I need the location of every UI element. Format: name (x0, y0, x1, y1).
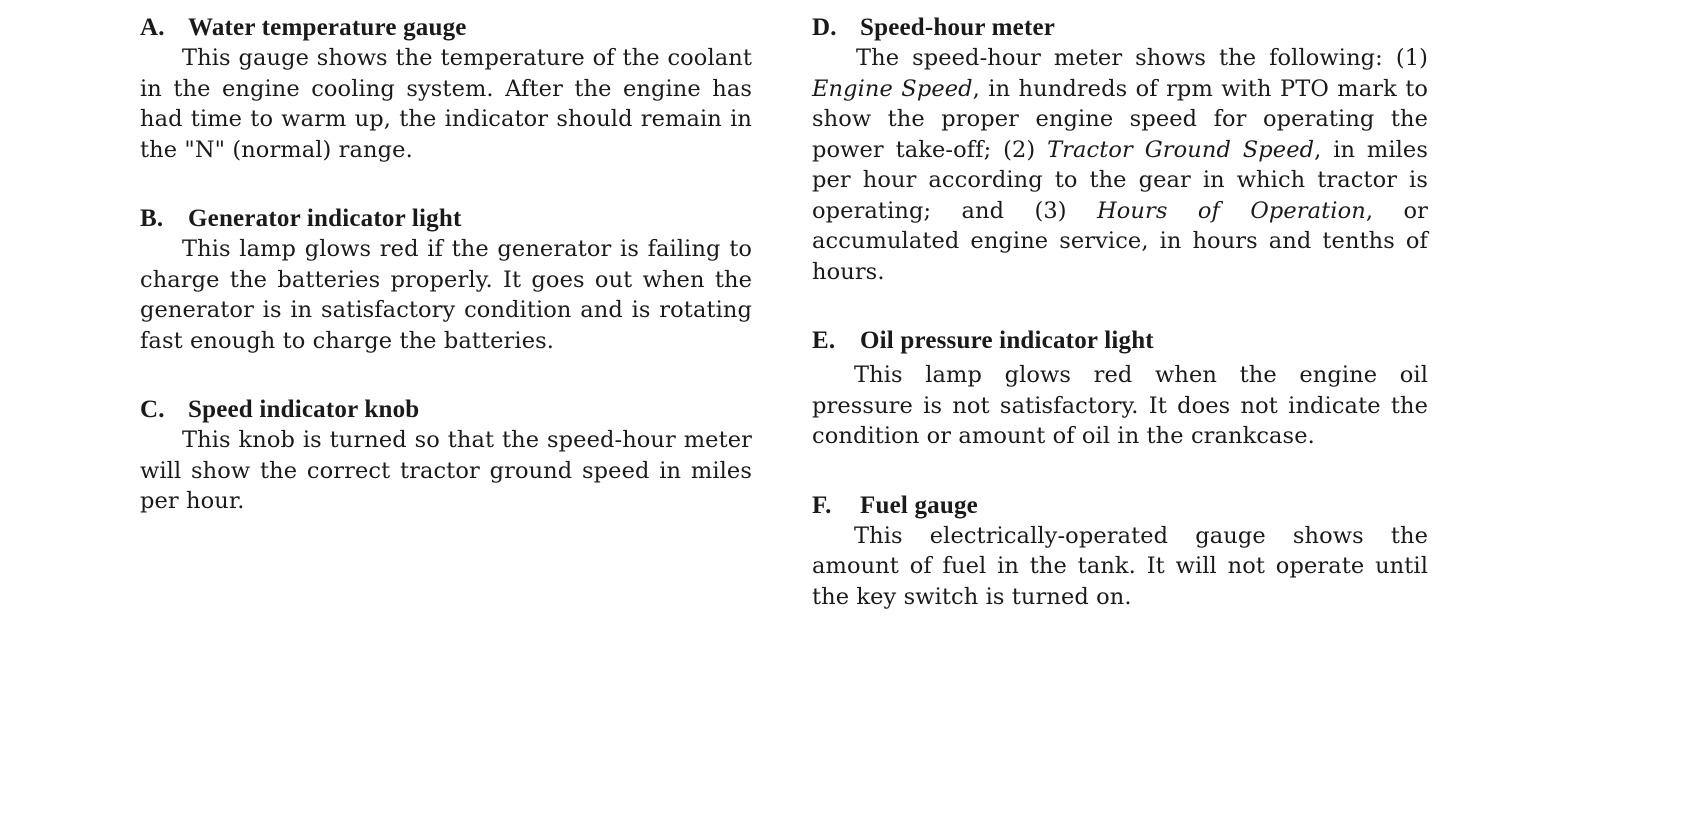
section-letter: E. (812, 327, 836, 354)
section-heading (812, 325, 1428, 356)
right-column (812, 12, 1428, 650)
section-speed-indicator-knob (140, 394, 752, 517)
section-title: Speed indicator knob (188, 396, 420, 423)
section-heading (140, 12, 752, 43)
body-intro: The speed-hour meter shows the following: (1) (856, 45, 1428, 71)
section-heading (812, 12, 1428, 43)
section-title: Fuel gauge (860, 491, 978, 519)
term-hours-of-operation: Hours of Operation (1097, 197, 1366, 224)
section-oil-pressure-indicator-light (812, 325, 1428, 452)
body-text: , in hundreds of rpm with PTO mark to show the proper engine speed for operating the power take-off; (2) (812, 75, 1428, 163)
section-body: This knob is turned so that the speed-hour meter will show the correct tractor ground speed in miles per hour. (140, 427, 752, 514)
term-engine-speed: Engine Speed (812, 75, 973, 102)
term-tractor-ground-speed: Tractor Ground Speed (1047, 136, 1315, 163)
section-letter: C. (140, 396, 165, 423)
section-water-temperature-gauge (140, 12, 752, 165)
section-body (812, 43, 1428, 287)
section-speed-hour-meter (812, 12, 1428, 287)
body-text: , in miles per hour according to the gear in which tractor is operating; and (3) (812, 136, 1428, 224)
section-title: Speed-hour meter (860, 14, 1056, 41)
section-body: This lamp glows red if the generator is failing to charge the batteries properly. It goes out when the generator is in satisfactory condition and is rotating fast enough to charge the batteries. (140, 236, 752, 354)
section-letter: F. (812, 491, 832, 519)
section-heading (140, 394, 752, 425)
section-generator-indicator-light (140, 203, 752, 356)
left-column (140, 12, 752, 555)
section-body: This gauge shows the temperature of the coolant in the engine cooling system. After the engine has had time to warm up, the indicator should remain in the "N" (normal) range. (140, 45, 752, 163)
section-title: Oil pressure indicator light (860, 327, 1154, 354)
section-title: Generator indicator light (188, 205, 462, 232)
section-heading (812, 490, 1428, 521)
section-fuel-gauge (812, 490, 1428, 613)
section-letter: B. (140, 205, 164, 232)
section-letter: A. (140, 14, 165, 41)
section-body: This lamp glows red when the engine oil pressure is not satisfactory. It does not indicate the condition or amount of oil in the crankcase. (812, 362, 1428, 449)
section-body: This electrically-operated gauge shows the amount of fuel in the tank. It will not operate until the key switch is turned on. (812, 522, 1428, 610)
section-heading (140, 203, 752, 234)
body-text: , or accumulated engine service, in hours and tenths of hours. (812, 197, 1428, 285)
section-title: Water temperature gauge (188, 14, 467, 41)
section-letter: D. (812, 14, 837, 41)
